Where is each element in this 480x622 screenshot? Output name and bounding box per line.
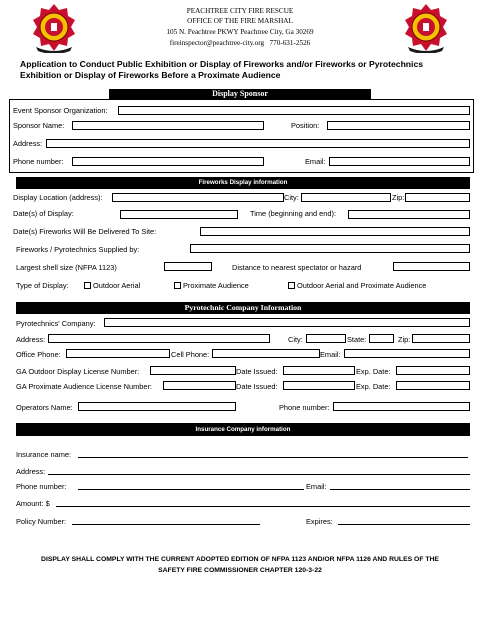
pyro-city-field[interactable]	[306, 334, 346, 343]
position-field[interactable]	[327, 121, 470, 130]
ga-proximate-license-field[interactable]	[163, 381, 236, 390]
label-display-time: Time (beginning and end):	[250, 209, 337, 218]
proximate-date-issued-field[interactable]	[283, 381, 355, 390]
label-sponsor-name: Sponsor Name:	[13, 121, 65, 130]
label-proximate-date-issued: Date Issued:	[236, 382, 278, 391]
checkbox-proximate-audience[interactable]	[174, 282, 181, 289]
section-fireworks-info: Fireworks Display information	[16, 177, 470, 189]
label-outdoor-date-issued: Date Issued:	[236, 367, 278, 376]
sponsor-address-field[interactable]	[46, 139, 470, 148]
insurance-address-field[interactable]	[48, 466, 470, 475]
pyro-zip-field[interactable]	[412, 334, 470, 343]
insurance-email-field[interactable]	[330, 481, 470, 490]
label-operator-phone: Phone number:	[279, 403, 330, 412]
sponsor-name-field[interactable]	[72, 121, 264, 130]
label-ga-outdoor-license: GA Outdoor Display License Number:	[16, 367, 140, 376]
label-distance: Distance to nearest spectator or hazard	[232, 263, 362, 272]
insurance-name-field[interactable]	[78, 449, 468, 458]
sponsor-email-field[interactable]	[329, 157, 470, 166]
expires-field[interactable]	[338, 516, 470, 525]
section-pyro-company: Pyrotechnic Company Information	[16, 302, 470, 314]
label-delivery-dates: Date(s) Fireworks Will Be Delivered To Site:	[13, 227, 157, 236]
label-pyro-company: Pyrotechnics' Company:	[16, 319, 96, 328]
label-display-location: Display Location (address):	[13, 193, 103, 202]
label-supplied-by: Fireworks / Pyrotechnics Supplied by:	[16, 245, 140, 254]
delivery-dates-field[interactable]	[200, 227, 470, 236]
label-operators-name: Operators Name:	[16, 403, 73, 412]
pyro-address-field[interactable]	[48, 334, 270, 343]
office-name: OFFICE OF THE FIRE MARSHAL	[187, 17, 293, 25]
operator-phone-field[interactable]	[333, 402, 470, 411]
checkbox-aerial-and-proximate[interactable]	[288, 282, 295, 289]
insurance-phone-field[interactable]	[78, 481, 304, 490]
label-fw-city: City:	[284, 193, 299, 202]
insurance-amount-field[interactable]	[56, 498, 470, 507]
label-position: Position:	[291, 121, 320, 130]
label-insurance-phone: Phone number:	[16, 482, 67, 491]
pyro-company-field[interactable]	[104, 318, 470, 327]
section-display-sponsor: Display Sponsor	[109, 89, 371, 99]
org-phone: 770-631-2526	[269, 39, 311, 47]
label-sponsor-email: Email:	[305, 157, 326, 166]
label-ga-proximate-license: GA Proximate Audience License Number:	[16, 382, 152, 391]
label-policy-number: Policy Number:	[16, 517, 67, 526]
label-sponsor-org: Event Sponsor Organization:	[13, 106, 108, 115]
org-email[interactable]: fireinspector@peachtree-city.org	[169, 39, 265, 47]
label-insurance-address: Address:	[16, 467, 46, 476]
checkbox-outdoor-aerial[interactable]	[84, 282, 91, 289]
label-opt-aerial-and-proximate: Outdoor Aerial and Proximate Audience	[297, 281, 427, 290]
proximate-exp-date-field[interactable]	[396, 381, 470, 390]
outdoor-exp-date-field[interactable]	[396, 366, 470, 375]
label-insurance-email: Email:	[306, 482, 327, 491]
label-pyro-state: State:	[347, 335, 367, 344]
seal-left	[32, 3, 76, 53]
form-title-line-1: Application to Conduct Public Exhibition or Display of Fireworks and/or Fireworks or Pyrotechnics	[20, 59, 424, 69]
currency-symbol: $	[45, 499, 50, 508]
display-dates-field[interactable]	[120, 210, 238, 219]
fw-city-field[interactable]	[301, 193, 391, 202]
section-insurance: Insurance Company information	[16, 423, 470, 436]
display-location-field[interactable]	[112, 193, 284, 202]
compliance-note-line-1: DISPLAY SHALL COMPLY WITH THE CURRENT ADOPTED EDITION OF NFPA 1123 AND/OR NFPA 1126 AND RULES OF THE	[41, 556, 439, 563]
form-title-line-2: Exhibition or Display of Fireworks Before a Proximate Audience	[20, 70, 281, 80]
label-proximate-exp-date: Exp. Date:	[356, 382, 391, 391]
label-office-phone: Office Phone:	[16, 350, 61, 359]
contact-line	[120, 38, 360, 48]
supplied-by-field[interactable]	[190, 244, 470, 253]
amount-label-text: Amount:	[16, 499, 44, 508]
pyro-email-field[interactable]	[344, 349, 470, 358]
label-pyro-address: Address:	[16, 335, 46, 344]
compliance-note-line-2: SAFETY FIRE COMMISSIONER CHAPTER 120-3-22	[158, 567, 322, 574]
sponsor-phone-field[interactable]	[72, 157, 264, 166]
label-cell-phone: Cell Phone:	[171, 350, 210, 359]
sponsor-org-field[interactable]	[118, 106, 470, 115]
seal-right	[404, 3, 448, 53]
office-phone-field[interactable]	[66, 349, 170, 358]
distance-field[interactable]	[393, 262, 470, 271]
label-pyro-city: City:	[288, 335, 303, 344]
label-pyro-email: Email:	[320, 350, 341, 359]
label-fw-zip: Zip:	[392, 193, 405, 202]
label-pyro-zip: Zip:	[398, 335, 411, 344]
org-name: PEACHTREE CITY FIRE RESCUE	[186, 7, 294, 15]
label-sponsor-phone: Phone number:	[13, 157, 64, 166]
outdoor-date-issued-field[interactable]	[283, 366, 355, 375]
label-insurance-amount	[16, 499, 50, 509]
label-expires: Expires:	[306, 517, 333, 526]
pyro-state-field[interactable]	[369, 334, 394, 343]
label-shell-size: Largest shell size (NFPA 1123)	[16, 263, 117, 272]
label-opt-proximate-audience: Proximate Audience	[183, 281, 249, 290]
label-sponsor-address: Address:	[13, 139, 43, 148]
label-opt-outdoor-aerial: Outdoor Aerial	[93, 281, 141, 290]
cell-phone-field[interactable]	[212, 349, 320, 358]
operators-name-field[interactable]	[78, 402, 236, 411]
policy-number-field[interactable]	[72, 516, 260, 525]
shell-size-field[interactable]	[164, 262, 212, 271]
fw-zip-field[interactable]	[405, 193, 470, 202]
label-display-dates: Date(s) of Display:	[13, 209, 74, 218]
org-address: 105 N. Peachtree PKWY Peachtree City, Ga 30269	[166, 28, 314, 36]
display-time-field[interactable]	[348, 210, 470, 219]
ga-outdoor-license-field[interactable]	[150, 366, 236, 375]
label-display-type: Type of Display:	[16, 281, 69, 290]
label-insurance-name: Insurance name:	[16, 450, 72, 459]
label-outdoor-exp-date: Exp. Date:	[356, 367, 391, 376]
